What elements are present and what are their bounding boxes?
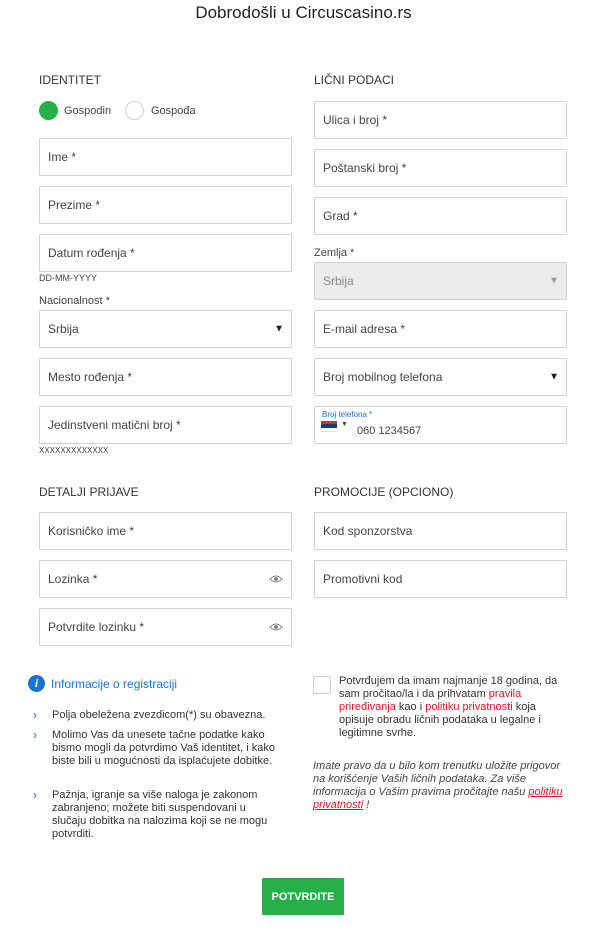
serbia-flag-icon[interactable] bbox=[321, 421, 337, 432]
privacy-notice-text: Imate pravo da u bilo kom trenutku uložite prigovor na korišćenje Vaših ličnih podataka. Za više informacija o Vašim pravima pročitajte našu bbox=[313, 760, 561, 798]
info-icon: i bbox=[28, 675, 45, 692]
eye-icon[interactable] bbox=[269, 622, 283, 632]
kod-sponzorstva-field[interactable] bbox=[314, 512, 567, 550]
consent-checkbox[interactable] bbox=[313, 676, 331, 694]
prezime-field[interactable] bbox=[39, 186, 292, 224]
chevron-right-icon: › bbox=[33, 788, 37, 802]
radio-gospodja[interactable] bbox=[125, 101, 144, 120]
politika-privatnosti-link[interactable]: politiku privatnosti bbox=[313, 786, 563, 811]
mesto-rodjenja-placeholder: Mesto rođenja * bbox=[48, 370, 133, 384]
info-title: Informacije o registraciji bbox=[51, 677, 178, 691]
info-item-1: Polja obeležena zvezdicom(*) su obavezna. bbox=[52, 709, 266, 721]
korisnicko-ime-placeholder: Korisničko ime * bbox=[48, 524, 135, 538]
info-item-3: Pažnja, igranje sa više naloga je zakonom zabranjeno; možete biti suspendovani u slučaju dobitka na nalozima koji se ne mogu potvrditi. bbox=[52, 789, 268, 840]
datum-rodjenja-field[interactable] bbox=[39, 234, 292, 272]
promotivni-kod-placeholder: Promotivni kod bbox=[323, 572, 403, 586]
promocije-section-title: PROMOCIJE (OPCIONO) bbox=[314, 485, 454, 499]
jmbg-placeholder: Jedinstveni matični broj * bbox=[48, 418, 181, 432]
potvrda-lozinke-field[interactable] bbox=[39, 608, 292, 646]
consent-text-part3: koja opisuje obradu ličnih podataka u legalne i legitimne svrhe. bbox=[339, 701, 541, 739]
telefon-label: Broj telefona * bbox=[322, 410, 373, 419]
licni-podaci-section-title: LIČNI PODACI bbox=[314, 73, 395, 87]
privacy-notice bbox=[313, 760, 575, 812]
nacionalnost-value: Srbija bbox=[48, 322, 79, 336]
telefon-placeholder: 060 1234567 bbox=[357, 425, 422, 437]
zemlja-value: Srbija bbox=[323, 274, 354, 288]
lozinka-field[interactable] bbox=[39, 560, 292, 598]
promotivni-kod-field[interactable] bbox=[314, 560, 567, 598]
consent-text-part1: Potvrđujem da imam najmanje 18 godina, da sam pročitao/la i da prihvatam bbox=[339, 675, 558, 700]
zemlja-label: Zemlja * bbox=[314, 247, 355, 259]
flag-caret-icon[interactable]: ▼ bbox=[341, 421, 348, 428]
chevron-right-icon: › bbox=[33, 728, 37, 742]
telefon-tip-value: Broj mobilnog telefona bbox=[323, 370, 443, 384]
caret-down-icon: ▼ bbox=[549, 275, 559, 287]
potvrda-lozinke-placeholder: Potvrdite lozinku * bbox=[48, 620, 145, 634]
zemlja-select bbox=[314, 262, 567, 300]
telefon-tip-select[interactable] bbox=[314, 358, 567, 396]
info-item-2: Molimo Vas da unesete tačne podatke kako bismo mogli da potvrdimo Vaš identitet, i kako biste bili u mogućnosti da isplaćujete dobitke. bbox=[52, 729, 275, 767]
datum-rodjenja-placeholder: Datum rođenja * bbox=[48, 246, 135, 260]
email-field[interactable] bbox=[314, 310, 567, 348]
lozinka-placeholder: Lozinka * bbox=[48, 572, 98, 586]
consent-text bbox=[339, 675, 567, 740]
submit-button[interactable]: POTVRDITE bbox=[262, 878, 344, 915]
pravila-link[interactable]: pravila priređivanja bbox=[339, 688, 522, 713]
ulica-field[interactable] bbox=[314, 101, 567, 139]
korisnicko-ime-field[interactable] bbox=[39, 512, 292, 550]
caret-down-icon: ▼ bbox=[549, 371, 559, 383]
jmbg-field[interactable] bbox=[39, 406, 292, 444]
chevron-right-icon: › bbox=[33, 708, 37, 722]
caret-down-icon: ▼ bbox=[274, 323, 284, 335]
jmbg-format-hint: XXXXXXXXXXXXX bbox=[39, 446, 109, 455]
postanski-broj-placeholder: Poštanski broj * bbox=[323, 161, 407, 175]
identitet-section-title: IDENTITET bbox=[39, 73, 101, 87]
email-placeholder: E-mail adresa * bbox=[323, 322, 406, 336]
nacionalnost-label: Nacionalnost * bbox=[39, 295, 110, 307]
postanski-broj-field[interactable] bbox=[314, 149, 567, 187]
grad-placeholder: Grad * bbox=[323, 209, 358, 223]
telefon-field[interactable] bbox=[314, 406, 567, 444]
radio-gospodin-label: Gospodin bbox=[64, 105, 112, 117]
consent-text-part2: kao i bbox=[395, 701, 426, 713]
grad-field[interactable] bbox=[314, 197, 567, 235]
ime-field[interactable] bbox=[39, 138, 292, 176]
ulica-placeholder: Ulica i broj * bbox=[323, 113, 388, 127]
kod-sponzorstva-placeholder: Kod sponzorstva bbox=[323, 524, 413, 538]
page-title: Dobrodošli u Circuscasino.rs bbox=[195, 3, 412, 22]
mesto-rodjenja-field[interactable] bbox=[39, 358, 292, 396]
privacy-notice-end: ! bbox=[363, 799, 370, 811]
ime-placeholder: Ime * bbox=[48, 150, 77, 164]
radio-gospodja-label: Gospođa bbox=[151, 105, 196, 117]
radio-gospodin[interactable] bbox=[39, 101, 58, 120]
nacionalnost-select[interactable] bbox=[39, 310, 292, 348]
prezime-placeholder: Prezime * bbox=[48, 198, 101, 212]
datum-format-hint: DD-MM-YYYY bbox=[39, 273, 97, 283]
detalji-prijave-section-title: DETALJI PRIJAVE bbox=[39, 485, 139, 499]
politika-link[interactable]: politiku privatnosti bbox=[425, 701, 513, 713]
eye-icon[interactable] bbox=[269, 574, 283, 584]
